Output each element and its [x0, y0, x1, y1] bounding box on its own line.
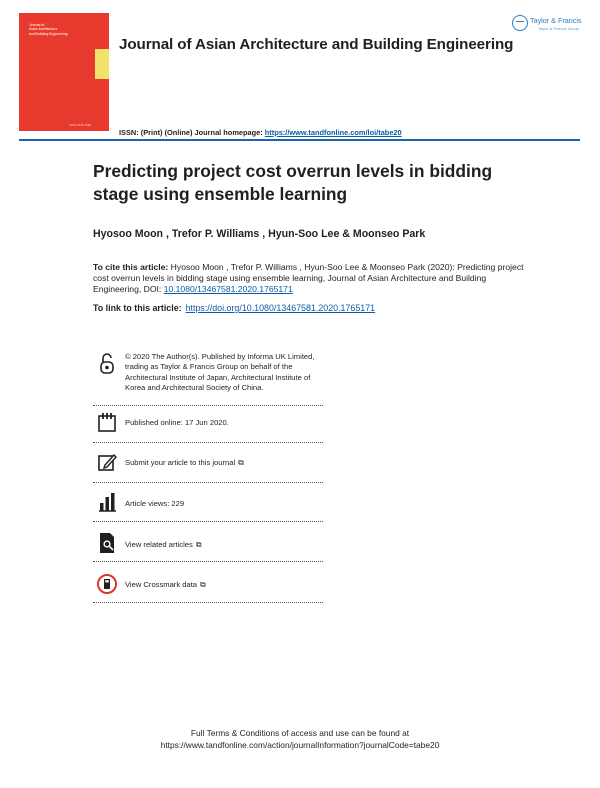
link-label: To link to this article: — [93, 303, 182, 313]
article-views-panel — [93, 491, 323, 515]
external-link-icon: ⧉ — [195, 540, 202, 549]
submit-article-panel[interactable] — [93, 451, 323, 475]
published-date: Published online: 17 Jun 2020. — [125, 418, 229, 427]
related-articles-label: View related articles — [125, 540, 193, 549]
article-link-line — [93, 303, 375, 313]
footer — [0, 728, 600, 751]
article-title: Predicting project cost overrun levels in bidding stage using ensemble learning — [93, 161, 493, 204]
publisher-logo-icon — [512, 15, 528, 31]
license-text: © 2020 The Author(s). Published by Informa UK Limited, trading as Taylor & Francis Group on behalf of the Architectural Institute of Japan, Architectural Institute of Korea and Architectural Society of China. — [125, 352, 315, 393]
open-access-lock-icon — [97, 352, 117, 374]
crossmark-label: View Crossmark data — [125, 580, 198, 589]
publisher-logo-name: Taylor & Francis — [530, 16, 582, 25]
divider — [93, 442, 323, 443]
license-panel — [93, 352, 323, 402]
citation-block — [93, 262, 533, 296]
bar-chart-icon — [97, 491, 117, 513]
divider — [93, 482, 323, 483]
issn-line — [119, 128, 402, 137]
published-panel — [93, 412, 323, 436]
divider — [93, 561, 323, 562]
article-authors: Hyosoo Moon , Trefor P. Williams , Hyun-Soo Lee & Moonseo Park — [93, 228, 426, 240]
related-articles-panel[interactable] — [93, 532, 323, 556]
submit-article-label: Submit your article to this journal — [125, 458, 236, 467]
edit-icon — [97, 451, 117, 473]
cover-title-text: Journal of Asian Architecture and Building Engineering — [29, 23, 68, 36]
issn-label: ISSN: (Print) (Online) Journal homepage: — [119, 128, 265, 137]
related-articles-link[interactable] — [125, 540, 202, 550]
crossmark-icon — [97, 573, 117, 595]
publisher-logo — [512, 15, 587, 37]
submit-article-link[interactable] — [125, 458, 244, 468]
header-divider — [19, 139, 580, 141]
cover-footer-text: ISSN 1346-7581 — [69, 123, 92, 127]
external-link-icon: ⧉ — [238, 458, 244, 467]
publisher-logo-sub: Taylor & Francis Group — [538, 26, 579, 31]
crossmark-panel[interactable] — [93, 573, 323, 597]
journal-homepage-link[interactable]: https://www.tandfonline.com/loi/tabe20 — [264, 128, 402, 137]
crossmark-link[interactable] — [125, 580, 206, 590]
divider — [93, 521, 323, 522]
journal-title: Journal of Asian Architecture and Building Engineering — [119, 36, 514, 53]
cover-stripe — [95, 49, 109, 79]
article-doi-link[interactable]: https://doi.org/10.1080/13467581.2020.1765171 — [185, 303, 376, 313]
footer-terms-text: Full Terms & Conditions of access and use can be found at — [190, 728, 410, 738]
calendar-icon — [97, 412, 117, 434]
citation-label: To cite this article: — [93, 262, 169, 272]
footer-terms-link[interactable]: https://www.tandfonline.com/action/journalInformation?journalCode=tabe20 — [160, 739, 440, 750]
external-link-icon: ⧉ — [200, 580, 206, 589]
divider — [93, 405, 323, 406]
journal-cover-image — [19, 13, 109, 131]
article-views-count: Article views: 229 — [125, 499, 185, 508]
related-articles-icon — [97, 532, 117, 554]
citation-text: Hyosoo Moon , Trefor P. Williams , Hyun-Soo Lee & Moonseo Park (2020): Predicting project cost overrun levels in bidding stage using ensemble learning, Journal of Asian Architecture and Building Engineering, DOI: — [93, 262, 524, 295]
citation-doi-link[interactable]: 10.1080/13467581.2020.1765171 — [163, 284, 293, 295]
divider — [93, 602, 323, 603]
